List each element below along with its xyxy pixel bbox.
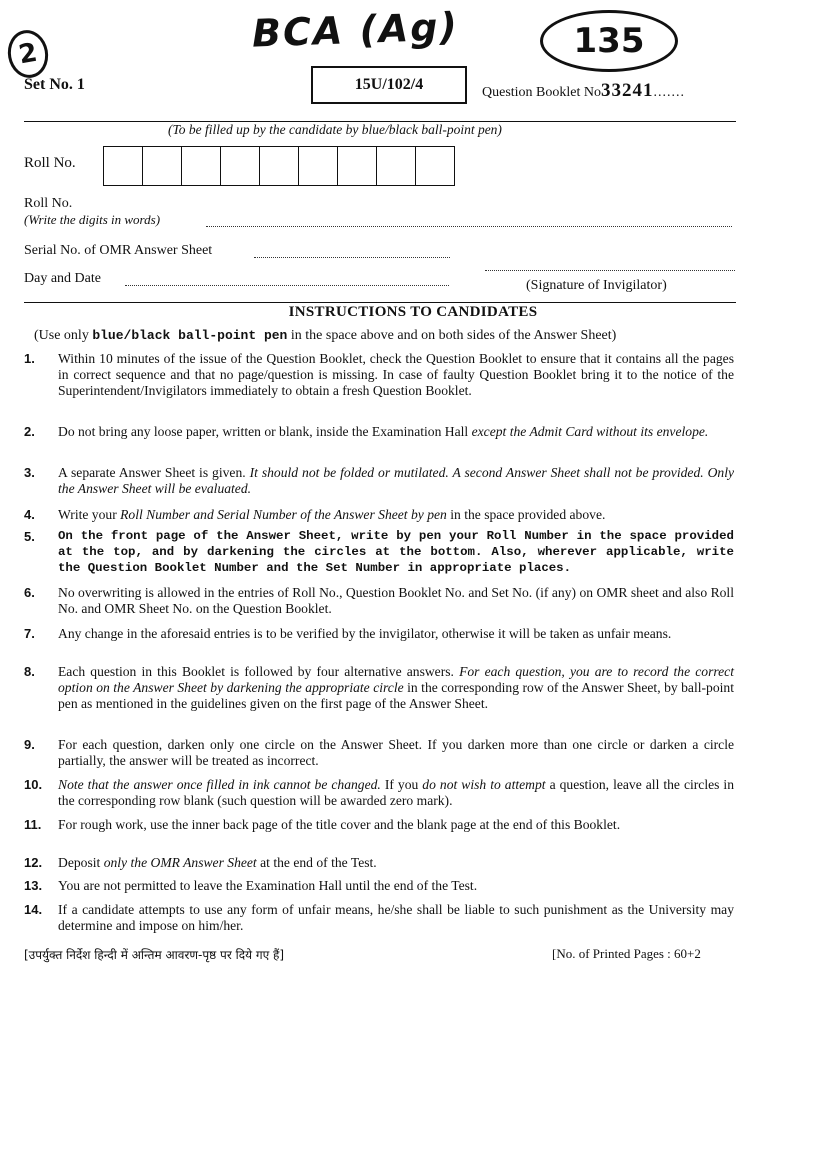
item-text: Write your [58,507,121,522]
roll-digit-box[interactable] [221,147,260,185]
instruction-item [24,817,734,833]
item-italic-2: do not wish to attempt [422,777,546,792]
roll-number-boxes[interactable] [103,146,455,186]
paper-code-box: 15U/102/4 [311,66,467,104]
instruction-item [24,585,734,617]
item-number: 12. [24,855,43,870]
item-text: Each question in this Booklet is followed by four alternative answers. [58,664,460,679]
item-italic: except the Admit Card without its envelope. [471,424,709,439]
item-text: Any change in the aforesaid entries is to be verified by the invigilator, otherwise it will be taken as unfair means. [58,626,672,641]
roll-digit-box[interactable] [104,147,143,185]
item-text: If a candidate attempts to use any form of unfair means, he/she shall be liable to such punishment as the University may determine and impose on him/her. [58,902,734,933]
item-number: 10. [24,777,43,792]
question-booklet-number: Question Booklet No33241....... [482,80,685,101]
item-italic: It should not be folded or mutilated. A second Answer Sheet shall not be provided. Only the Answer Sheet will be evaluated. [58,465,735,496]
roll-words-hint: (Write the digits in words) [24,212,161,227]
item-text-2: in the space provided above. [446,507,606,522]
item-text: For rough work, use the inner back page of the title cover and the blank page at the end of this Booklet. [58,817,621,832]
booklet-label: Question Booklet No [482,85,601,100]
item-number: 6. [24,585,35,600]
instructions-divider [24,302,736,303]
subtitle-post: in the space above and on both sides of the Answer Sheet) [287,328,617,343]
item-number: 3. [24,465,35,480]
item-number: 7. [24,626,35,641]
signature-line[interactable] [485,270,735,271]
item-text: No overwriting is allowed in the entries of Roll No., Question Booklet No. and Set No. (if any) on OMR sheet and also Roll No. and OMR Sheet No. on the Question Booklet. [58,585,734,616]
subtitle-pre: (Use only [34,328,93,343]
item-italic: For each question, you are to record the correct option on the Answer Sheet by darkening the appropriate circle [58,664,734,695]
instruction-item [24,465,734,497]
roll-digit-box[interactable] [182,147,221,185]
roll-digit-box[interactable] [260,147,299,185]
item-italic: Roll Number and Serial Number of the Answer Sheet by pen [120,507,447,522]
roll-digit-box[interactable] [299,147,338,185]
circled-number-text: 135 [573,21,645,61]
fill-note: (To be filled up by the candidate by blue/black ball-point pen) [168,122,502,137]
item-italic: Note that the answer once filled in ink cannot be changed. [58,777,381,792]
item-text-2: in the corresponding row of the Answer Sheet, by ball-point pen as mentioned in the guidelines given on the first page of the Answer Sheet. [58,679,734,711]
instruction-item [24,878,734,894]
roll-words-label: Roll No. [24,196,73,211]
roll-digit-box[interactable] [377,147,416,185]
roll-number-label: Roll No. [24,155,76,171]
item-text: Do not bring any loose paper, written or blank, inside the Examination Hall [58,424,472,439]
handwritten-subject-note: BCA (Ag) [251,4,460,56]
day-date-line[interactable] [125,285,449,286]
roll-words-line[interactable] [206,226,732,227]
booklet-number-value: 33241 [601,80,654,101]
handwritten-circled-two [4,27,52,81]
item-text: A separate Answer Sheet is given. [58,465,250,480]
item-number: 5. [24,529,35,544]
instruction-item [24,902,734,934]
item-number: 2. [24,424,35,439]
item-text: Deposit [58,855,104,870]
instruction-item [24,737,734,769]
instruction-item [24,351,734,398]
subtitle-bold: blue/black ball-point pen [92,328,288,343]
item-text-3: a question, leave all the circles in the corresponding row blank (such question will be awarded zero mark). [58,777,735,808]
instructions-subtitle [34,328,616,344]
item-text-2: at the end of the Test. [256,855,377,870]
handwritten-circled-number [540,10,678,72]
circled-two-text: 2 [16,37,40,71]
item-text: Within 10 minutes of the issue of the Question Booklet, check the Question Booklet to ensure that it contains all the pages in correct sequence and that no page/question is missing. In case of faulty Question Booklet bring it to the notice of the Superintendent/Invigilators immediately to obtain a fresh Question Booklet. [58,351,734,398]
instruction-item [24,855,734,871]
signature-label: (Signature of Invigilator) [526,278,667,293]
instruction-item [24,777,734,809]
set-number: Set No. 1 [24,76,85,93]
item-text-2: If you [380,777,423,792]
instructions-title: INSTRUCTIONS TO CANDIDATES [288,304,538,320]
roll-digit-box[interactable] [338,147,377,185]
instruction-item [24,507,734,523]
item-italic: only the OMR Answer Sheet [103,855,257,870]
serial-number-line[interactable] [254,257,450,258]
day-date-label: Day and Date [24,271,101,286]
instruction-item [24,664,734,711]
item-number: 14. [24,902,43,917]
instruction-item [24,424,734,440]
item-bold-text: On the front page of the Answer Sheet, write by pen your Roll Number in the space provided at the top, and by darkening the circles at the bottom. Also, wherever applicable, write the Question Booklet Number and the Set Number in appropriate places. [58,529,734,575]
item-number: 1. [24,351,35,366]
roll-digit-box[interactable] [143,147,182,185]
item-text: For each question, darken only one circle on the Answer Sheet. If you darken more than one circle or darken a circle partially, the answer will be treated as incorrect. [58,737,734,768]
item-number: 13. [24,878,43,893]
serial-number-label: Serial No. of OMR Answer Sheet [24,243,213,258]
roll-digit-box[interactable] [416,147,454,185]
printed-pages-count: [No. of Printed Pages : 60+2 [552,946,701,961]
item-number: 4. [24,507,35,522]
item-text: You are not permitted to leave the Examination Hall until the end of the Test. [58,878,478,893]
instruction-item [24,529,734,576]
item-number: 9. [24,737,35,752]
instruction-item [24,626,734,642]
item-number: 11. [24,817,42,832]
item-number: 8. [24,664,35,679]
hindi-note: [उपर्युक्त निर्देश हिन्दी में अन्तिम आवरण-पृष्ठ पर दिये गए हैं] [24,948,285,962]
